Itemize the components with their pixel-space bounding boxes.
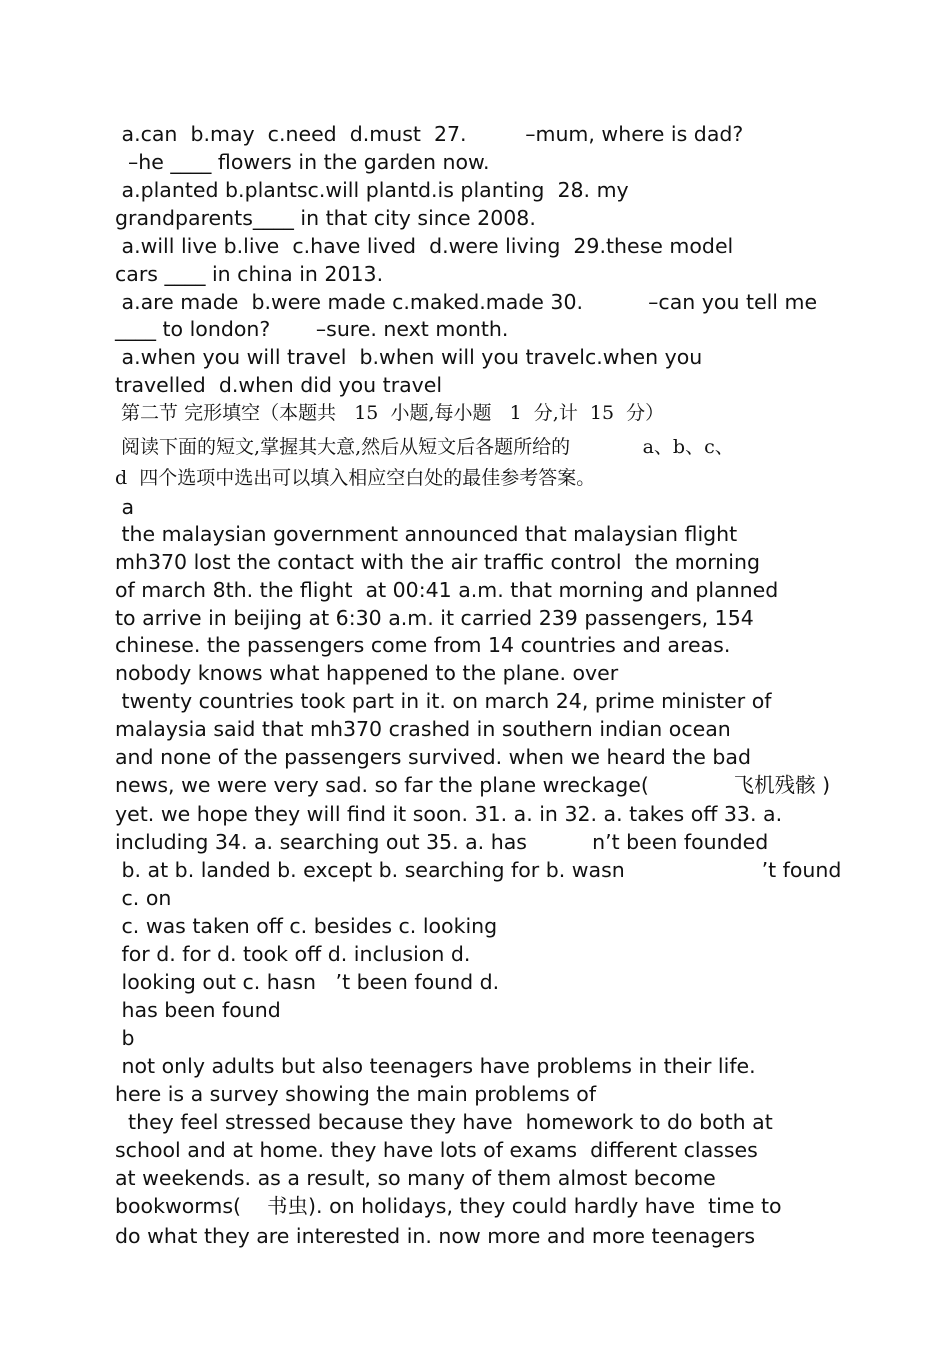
text-line: at weekends. as a result, so many of them almost become <box>115 1166 716 1190</box>
text-line: looking out c. hasn ’t been found d. <box>115 970 500 994</box>
instruction-line: d 四个选项中选出可以填入相应空白处的最佳参考答案。 <box>115 467 596 489</box>
text-line: not only adults but also teenagers have problems in their life. <box>115 1054 756 1078</box>
text-line: of march 8th. the flight at 00:41 a.m. that morning and planned <box>115 578 779 602</box>
text-line: yet. we hope they will find it soon. 31. a. in 32. a. takes off 33. a. <box>115 802 783 826</box>
instruction-line: 阅读下面的短文,掌握其大意,然后从短文后各题所给的 a、b、c、 <box>115 436 734 458</box>
text-line: a.planted b.plantsc.will plantd.is planting 28. my <box>115 178 629 202</box>
text-line: for d. for d. took off d. inclusion d. <box>115 942 471 966</box>
text-line: c. was taken off c. besides c. looking <box>115 914 498 938</box>
text-line: –he ____ flowers in the garden now. <box>115 150 490 174</box>
text-line: news, we were very sad. so far the plane wreckage( 飞机残骸 ) <box>115 773 831 797</box>
text-line: do what they are interested in. now more and more teenagers <box>115 1224 756 1248</box>
text-line: mh370 lost the contact with the air traffic control the morning <box>115 550 760 574</box>
text-line: a.when you will travel b.when will you travelc.when you <box>115 345 703 369</box>
text-line: here is a survey showing the main problems of <box>115 1082 597 1106</box>
text-line: bookworms( 书虫). on holidays, they could hardly have time to <box>115 1194 782 1218</box>
text-line: the malaysian government announced that malaysian flight <box>115 522 738 546</box>
text-line: a.are made b.were made c.maked.made 30. –can you tell me <box>115 290 818 314</box>
text-line: to arrive in beijing at 6:30 a.m. it carried 239 passengers, 154 <box>115 606 754 630</box>
text-line: ____ to london? –sure. next month. <box>115 317 509 341</box>
section-heading: 第二节 完形填空（本题共 15 小题,每小题 1 分,计 15 分） <box>115 402 665 424</box>
text-line: has been found <box>115 998 281 1022</box>
text-line: grandparents____ in that city since 2008. <box>115 206 536 230</box>
text-line: including 34. a. searching out 35. a. has n’t been founded <box>115 830 769 854</box>
text-line: nobody knows what happened to the plane. over <box>115 661 619 685</box>
text-line: b. at b. landed b. except b. searching for b. wasn ’t found <box>115 858 842 882</box>
text-line: malaysia said that mh370 crashed in southern indian ocean <box>115 717 731 741</box>
text-line: travelled d.when did you travel <box>115 373 443 397</box>
passage-label: b <box>115 1026 135 1050</box>
text-line: school and at home. they have lots of exams different classes <box>115 1138 758 1162</box>
text-line: they feel stressed because they have homework to do both at <box>115 1110 773 1134</box>
text-line: cars ____ in china in 2013. <box>115 262 384 286</box>
text-line: a.will live b.live c.have lived d.were living 29.these model <box>115 234 734 258</box>
text-line: c. on <box>115 886 172 910</box>
text-line: and none of the passengers survived. when we heard the bad <box>115 745 751 769</box>
text-line: a.can b.may c.need d.must 27. –mum, where is dad? <box>115 122 744 146</box>
text-line: twenty countries took part in it. on march 24, prime minister of <box>115 689 772 713</box>
passage-label: a <box>115 495 135 519</box>
text-line: chinese. the passengers come from 14 countries and areas. <box>115 633 731 657</box>
